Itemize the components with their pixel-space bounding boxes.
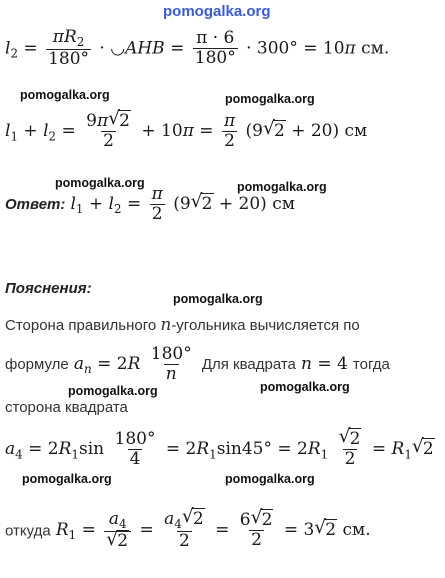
formula-l2: $l_2$ = $\frac{\pi R_2}{180^\circ}$ · ◡AHB = $\frac{\pi \cdot 6}{180^\circ}$ · 300° = 10π см. <box>5 27 390 70</box>
explanation-line-3: сторона квадрата <box>5 399 128 416</box>
answer-label: Ответ: <box>5 196 66 214</box>
watermark-9: pomogalka.org <box>225 472 315 486</box>
watermark-6: pomogalka.org <box>68 384 158 398</box>
explanation-line-1: Сторона правильного n-угольника вычисляется по <box>5 315 360 335</box>
watermark-2: pomogalka.org <box>225 92 315 106</box>
watermark-4: pomogalka.org <box>237 180 327 194</box>
watermark-8: pomogalka.org <box>22 472 112 486</box>
watermark-5: pomogalka.org <box>173 292 263 306</box>
watermark-3: pomogalka.org <box>55 176 145 190</box>
watermark-1: pomogalka.org <box>20 88 110 102</box>
formula-r1: откуда $R_1$ = $a_4$ √ 2 = $a_4$ √ 2 2 = 6 √ 2 2 = 3 √ 2 см. <box>5 506 371 552</box>
watermark-7: pomogalka.org <box>260 380 350 394</box>
explanation-line-2: формуле $a_n = 2R$ $\frac{180^\circ}{n}$ Для квадрата n = 4 тогда <box>5 344 390 384</box>
formula-sum: $l_1 + l_2$ = 9π √ 2 2 + 10π = $\frac{\pi}{2}$ (9 √ 2 + 20) см <box>5 108 368 151</box>
answer-line: Ответ: $l_1 + l_2$ = $\frac{\pi}{2}$ (9 √ 2 + 20) см <box>5 184 295 224</box>
explanation-heading: Пояснения: <box>5 280 92 297</box>
formula-a4: $a_4 = 2R_1\sin$ $\frac{180^\circ}{4}$ = $2R_1\sin 45^\circ = 2R_1$ √ 2 2 = $R_1$ √ 2 <box>5 426 434 469</box>
watermark-top: pomogalka.org <box>163 3 271 20</box>
